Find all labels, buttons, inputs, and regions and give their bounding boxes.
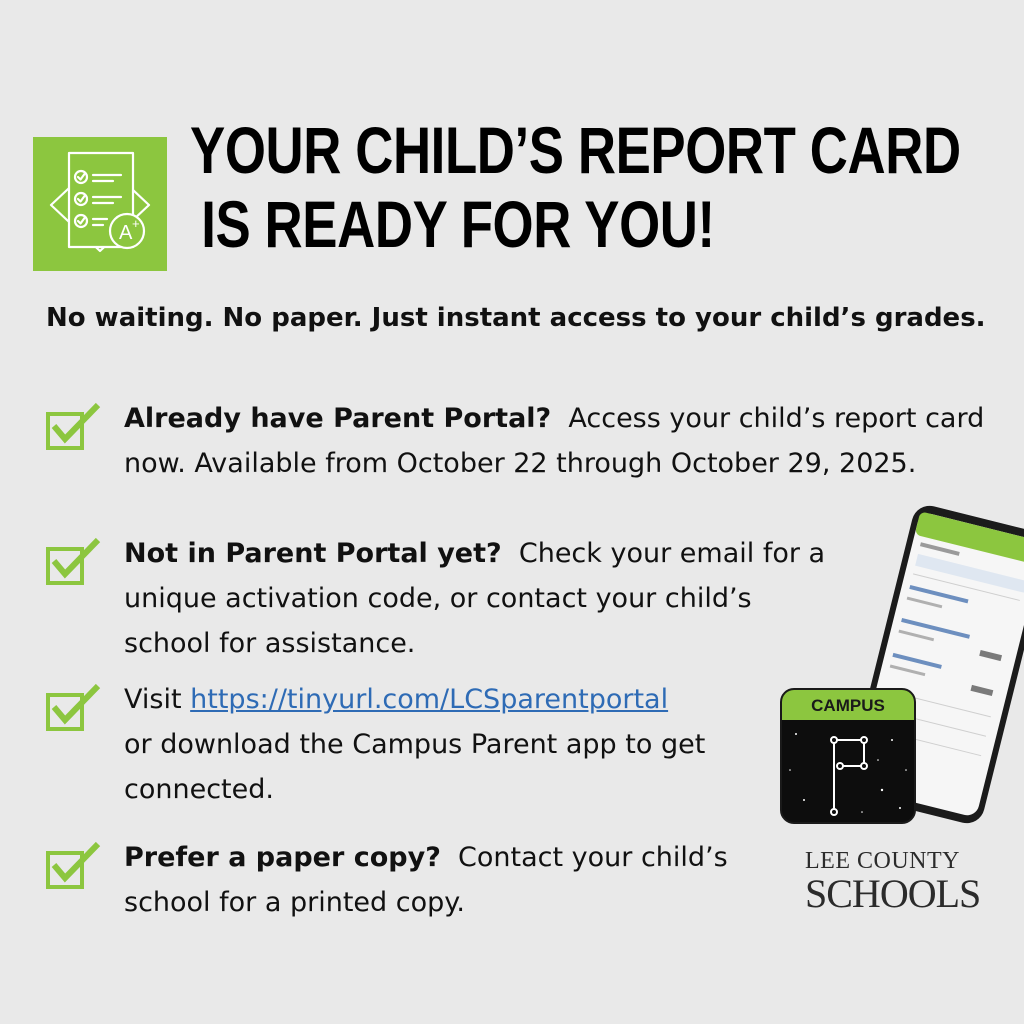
item-lead: Not in Parent Portal yet? [124, 538, 502, 569]
item-text: Check your email for a unique activation code, or contact your child’s school for assistance. [124, 538, 826, 659]
lee-county-schools-logo [805, 848, 995, 914]
title-line-1: YOUR CHILD’S REPORT CARD [190, 113, 961, 187]
item-prefix: Visit [124, 684, 182, 715]
intro-text: No waiting. No paper. Just instant access to your child’s grades. [46, 303, 986, 333]
title-line-2: IS READY FOR YOU! [201, 187, 715, 261]
parent-portal-link[interactable]: https://tinyurl.com/LCSparentportal [190, 684, 669, 715]
constellation-p-icon [782, 720, 914, 822]
item-text: or download the Campus Parent app to get connected. [124, 729, 706, 805]
item-lead: Already have Parent Portal? [124, 403, 552, 434]
app-icon-label: CAMPUS [782, 690, 914, 720]
item-text: Contact your child’s school for a printed copy. [124, 842, 728, 918]
report-card-icon [33, 137, 167, 271]
svg-text:A: A [119, 222, 133, 244]
item-text: Access your child’s report card now. Available from October 22 through October 29, 2025. [124, 403, 985, 479]
item-lead: Prefer a paper copy? [124, 842, 441, 873]
page-title [190, 113, 1024, 261]
campus-parent-app-icon [780, 688, 916, 824]
green-checkbox-icon [46, 841, 102, 889]
green-checkbox-icon [46, 683, 102, 731]
green-checkbox-icon [46, 537, 102, 585]
svg-text:+: + [132, 216, 140, 231]
green-checkbox-icon [46, 402, 102, 450]
logo-line-2: SCHOOLS [805, 871, 981, 916]
logo-line-1: LEE COUNTY [805, 848, 960, 874]
